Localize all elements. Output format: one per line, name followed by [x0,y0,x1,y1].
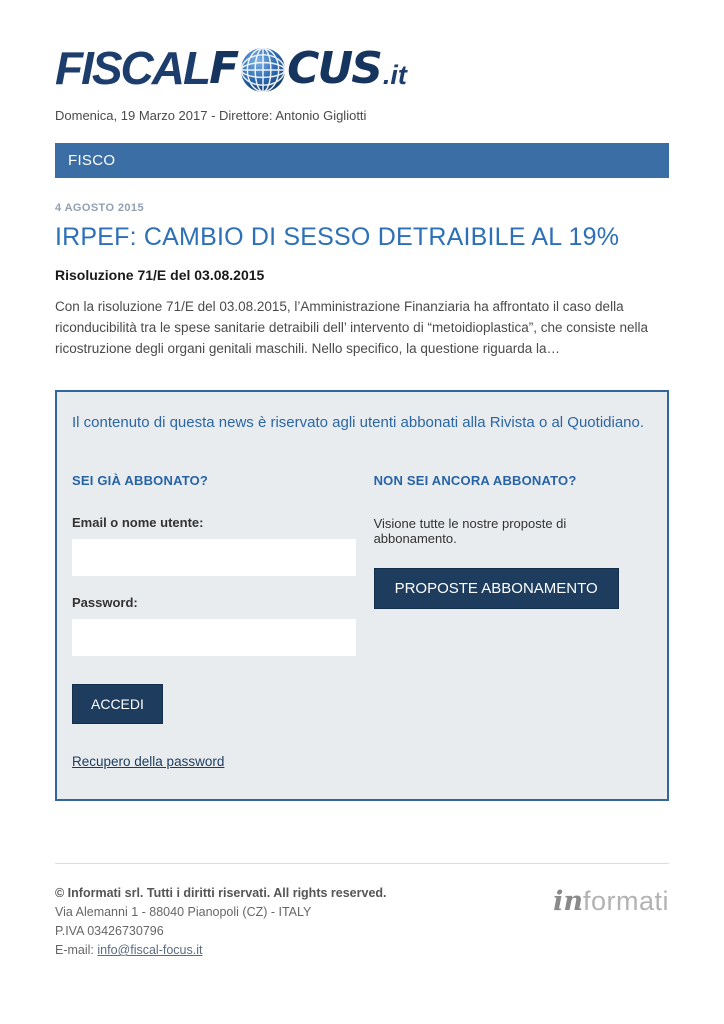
globe-icon [240,47,286,93]
brand-in: in [553,886,583,917]
article-body: Con la risoluzione 71/E del 03.08.2015, l’Amministrazione Finanziaria ha affrontato il caso della riconducibilità tra le spese sanitarie detraibili dell’ intervento di “metoidioplastica”, che consiste nella ricostruzione degli organi genitali maschili. Nello specifico, la questione riguarda la… [55,299,649,356]
login-heading: SEI GIÀ ABBONATO? [72,473,209,488]
footer-email-link[interactable]: info@fiscal-focus.it [97,943,203,957]
subscription-offers-button[interactable]: PROPOSTE ABBONAMENTO [374,568,619,609]
footer-email-prefix: E-mail: [55,943,98,957]
login-button[interactable]: ACCEDI [72,684,163,724]
category-label: FISCO [68,152,116,169]
site-footer [55,863,669,960]
logo-text-it: .it [382,60,407,90]
logo-text-fiscal: FISCAL [55,42,210,94]
login-column [72,473,356,771]
password-field[interactable] [72,619,356,656]
subscribe-text: Visione tutte le nostre proposte di abbonamento. [373,516,567,546]
brand-formati: formati [582,886,669,916]
article-date: 4 AGOSTO 2015 [55,202,144,214]
footer-vat: P.IVA 03426730796 [55,924,164,938]
informati-logo [553,886,669,917]
fiscalfocus-logo[interactable] [55,42,669,94]
password-label: Password: [72,595,138,610]
dateline: Domenica, 19 Marzo 2017 - Direttore: Antonio Gigliotti [55,108,367,123]
site-header [55,42,669,123]
logo-text-cus: CUS [287,43,381,94]
subscribe-column [374,473,652,771]
category-bar-fisco[interactable] [55,143,669,178]
footer-copyright: © Informati srl. Tutti i diritti riservati. All rights reserved. [55,886,387,900]
password-recovery-link[interactable]: Recupero della password [72,754,225,769]
email-field[interactable] [72,539,356,576]
article-title: IRPEF: CAMBIO DI SESSO DETRAIBILE AL 19% [55,223,620,251]
logo-text-f: F [209,43,238,94]
article-subtitle: Risoluzione 71/E del 03.08.2015 [55,267,265,283]
subscribe-heading: NON SEI ANCORA ABBONATO? [373,473,577,488]
email-label: Email o nome utente: [72,515,204,530]
paywall-box [55,390,669,801]
footer-address: Via Alemanni 1 - 88040 Pianopoli (CZ) - ITALY [55,905,312,919]
paywall-notice: Il contenuto di questa news è riservato agli utenti abbonati alla Rivista o al Quotidiano. [72,414,645,431]
article [55,202,669,359]
footer-email-line [55,941,387,960]
